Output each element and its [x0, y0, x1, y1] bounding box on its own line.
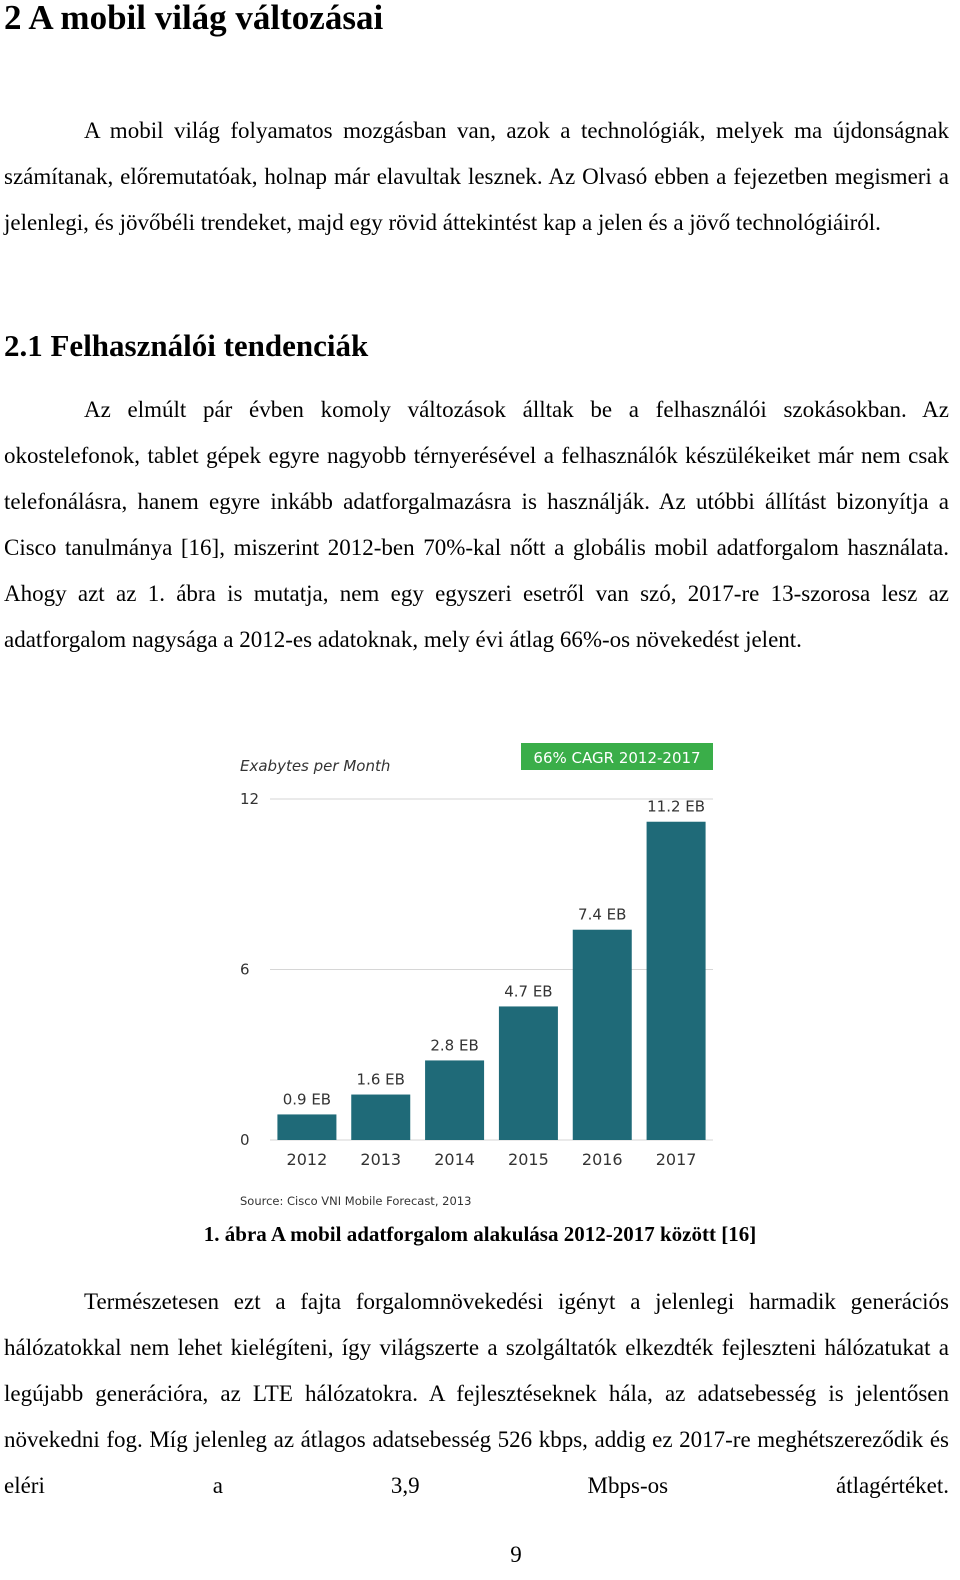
cagr-badge-text: 66% CAGR 2012-2017	[533, 749, 701, 767]
x-tick-label: 2017	[655, 1150, 697, 1169]
subsection-title: 2.1 Felhasználói tendenciák	[4, 328, 369, 363]
y-tick-label: 0	[240, 1131, 250, 1149]
figure-caption: 1. ábra A mobil adatforgalom alakulása 2012-2017 között [16]	[203, 1222, 757, 1246]
trends-paragraph-text: Az elmúlt pár évben komoly változások álltak be a felhasználói szokásokban. Az okostelefonok, tablet gépek egyre nagyobb térnyerésével a felhasználók készülékeiket már nem csak telefonálásra, hanem egyre inkább adatforgalmazásra is használják. Az utóbbi állítást bizonyítja a Cisco tanulmánya [16], miszerint 2012-ben 70%-kal nőtt a globális mobil adatforgalom használata. Ahogy azt az 1. ábra is mutatja, nem egy egyszeri esetről van szó, 2017-re 13-szorosa lesz az adatforgalom nagysága a 2012-es adatoknak, mely évi átlag 66%-os növekedést jelent.	[4, 397, 949, 652]
x-tick-label: 2012	[286, 1150, 328, 1169]
data-label: 7.4 EB	[578, 905, 627, 924]
y-tick-label: 12	[240, 790, 260, 808]
mobile-traffic-chart	[220, 735, 730, 1215]
trends-paragraph	[4, 387, 949, 663]
section-title: 2 A mobil világ változásai	[4, 0, 384, 37]
bar-2012	[277, 1114, 336, 1140]
closing-paragraph	[4, 1279, 949, 1509]
closing-paragraph-text: Természetesen ezt a fajta forgalomnövekedési igényt a jelenlegi harmadik generációs hálózatokkal nem lehet kielégíteni, így világszerte a szolgáltatók elkezdték fejleszteni hálózatukat a legújabb generációra, az LTE hálózatokra. A fejlesztéseknek hála, az adatsebesség is jelentősen növekedni fog. Míg jelenleg az átlagos adatsebesség 526 kbps, addig ez 2017-re meghétszereződik és eléri a 3,9 Mbps-os átlagértéket.	[4, 1289, 949, 1498]
data-label: 11.2 EB	[647, 797, 706, 816]
bar-2014	[425, 1060, 484, 1140]
bar-2013	[351, 1095, 410, 1140]
x-tick-label: 2015	[508, 1150, 549, 1169]
data-label: 1.6 EB	[356, 1070, 405, 1089]
intro-paragraph	[4, 108, 949, 246]
data-label: 2.8 EB	[430, 1036, 479, 1055]
bar-2015	[499, 1006, 558, 1140]
x-tick-label: 2016	[581, 1150, 623, 1169]
chart-source: Source: Cisco VNI Mobile Forecast, 2013	[240, 1194, 472, 1208]
chart-ylabel: Exabytes per Month	[240, 757, 391, 775]
bar-2016	[573, 930, 632, 1140]
data-label: 4.7 EB	[504, 982, 553, 1001]
x-tick-label: 2013	[360, 1150, 402, 1169]
y-tick-label: 6	[240, 960, 250, 979]
intro-paragraph-text: A mobil világ folyamatos mozgásban van, azok a technológiák, melyek ma újdonságnak számítanak, előremutatóak, holnap már elavultak lesznek. Az Olvasó ebben a fejezetben megismeri a jelenlegi, és jövőbéli trendeket, majd egy rövid áttekintést kap a jelen és a jövő technológiáiról.	[4, 118, 949, 235]
x-tick-label: 2014	[434, 1150, 475, 1169]
bar-2017	[647, 822, 706, 1140]
data-label: 0.9 EB	[282, 1090, 332, 1109]
page-number: 9	[510, 1542, 522, 1567]
